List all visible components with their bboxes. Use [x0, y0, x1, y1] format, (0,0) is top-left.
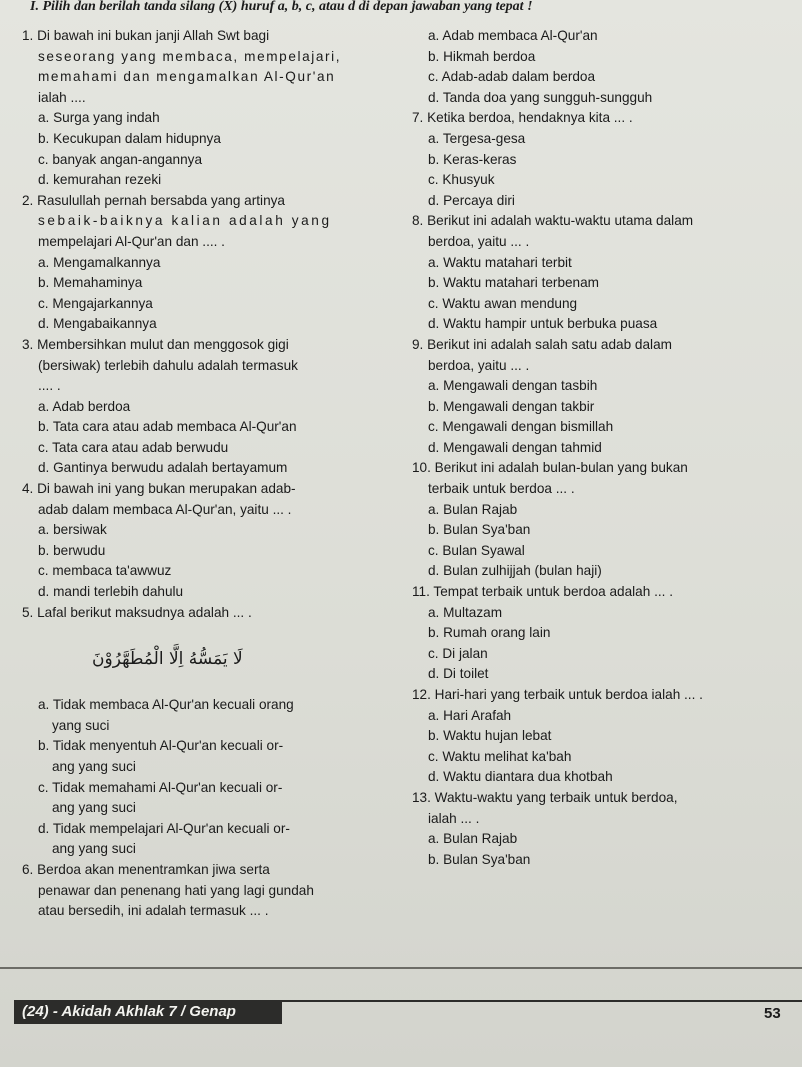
q6-option-b[interactable]: b. Hikmah berdoa — [428, 48, 536, 64]
footer-line — [282, 1000, 802, 1002]
q1-option-d[interactable]: d. kemurahan rezeki — [38, 172, 162, 188]
page-number: 53 — [764, 1005, 781, 1022]
q3-option-a[interactable]: a. Adab berdoa — [38, 398, 131, 414]
q8-option-a[interactable]: a. Waktu matahari terbit — [428, 254, 572, 270]
q12-line1: 12. Hari-hari yang terbaik untuk berdoa ialah ... . — [412, 687, 703, 702]
q12-option-b[interactable]: b. Waktu hujan lebat — [428, 728, 552, 744]
q1-option-b[interactable]: b. Kecukupan dalam hidupnya — [38, 130, 221, 146]
q10-option-d[interactable]: d. Bulan zulhijjah (bulan haji) — [428, 563, 602, 579]
q8-option-c[interactable]: c. Waktu awan mendung — [428, 295, 578, 311]
q6-line2: penawar dan penenang hati yang lagi gundah — [38, 882, 314, 898]
q2-option-c[interactable]: c. Mengajarkannya — [38, 295, 153, 311]
q9-option-a[interactable]: a. Mengawali dengan tasbih — [428, 378, 598, 394]
q10-option-b[interactable]: b. Bulan Sya'ban — [428, 522, 531, 538]
q1-option-a[interactable]: a. Surga yang indah — [38, 110, 160, 126]
q4-line2: adab dalam membaca Al-Qur'an, yaitu ... . — [38, 501, 292, 517]
q7-option-a[interactable]: a. Tergesa-gesa — [428, 130, 526, 146]
q3-line3: .... . — [38, 378, 61, 394]
q2-option-b[interactable]: b. Memahaminya — [38, 275, 143, 291]
q9-line2: berdoa, yaitu ... . — [428, 357, 530, 373]
q9-line1: 9. Berikut ini adalah salah satu adab dalam — [412, 336, 672, 352]
q13-line1: 13. Waktu-waktu yang terbaik untuk berdoa, — [412, 789, 678, 805]
q5-option-a-cont: yang suci — [52, 717, 110, 733]
q8-line2: berdoa, yaitu ... . — [428, 233, 530, 249]
right-column — [412, 26, 797, 870]
q3-line2: (bersiwak) terlebih dahulu adalah termasuk — [38, 357, 298, 373]
q12-option-d[interactable]: d. Waktu diantara dua khotbah — [428, 769, 613, 785]
q11-option-c[interactable]: c. Di jalan — [428, 645, 488, 661]
q2-line2: sebaik-baiknya kalian adalah yang — [38, 213, 332, 229]
q9-option-d[interactable]: d. Mengawali dengan tahmid — [428, 439, 602, 455]
left-column — [22, 26, 397, 922]
instruction-header: I. Pilih dan berilah tanda silang (X) huruf a, b, c, atau d di depan jawaban yang tepat ! — [30, 0, 533, 14]
q5-option-c-cont: ang yang suci — [52, 800, 136, 816]
q6-option-d[interactable]: d. Tanda doa yang sungguh-sungguh — [428, 89, 653, 105]
q7-option-d[interactable]: d. Percaya diri — [428, 192, 515, 208]
q10-option-c[interactable]: c. Bulan Syawal — [428, 542, 525, 558]
q10-line2: terbaik untuk berdoa ... . — [428, 481, 575, 497]
q11-option-d[interactable]: d. Di toilet — [428, 666, 489, 682]
q1-line4: ialah .... — [38, 89, 86, 105]
q6-line1: 6. Berdoa akan menentramkan jiwa serta — [22, 861, 270, 877]
q4-option-c[interactable]: c. membaca ta'awwuz — [38, 563, 172, 579]
q8-option-b[interactable]: b. Waktu matahari terbenam — [428, 275, 600, 291]
q2-option-a[interactable]: a. Mengamalkannya — [38, 254, 161, 270]
q6-line3: atau bersedih, ini adalah termasuk ... . — [38, 903, 269, 919]
q3-option-d[interactable]: d. Gantinya berwudu adalah bertayamum — [38, 460, 288, 476]
q5-option-b[interactable]: b. Tidak menyentuh Al-Qur'an kecuali or- — [38, 738, 284, 754]
q1-line3: memahami dan mengamalkan Al-Qur'an — [38, 69, 336, 85]
q10-option-a[interactable]: a. Bulan Rajab — [428, 501, 518, 517]
q4-option-d[interactable]: d. mandi terlebih dahulu — [38, 584, 184, 600]
q5-line1: 5. Lafal berikut maksudnya adalah ... . — [22, 604, 252, 620]
q11-option-b[interactable]: b. Rumah orang lain — [428, 625, 551, 641]
q11-option-a[interactable]: a. Multazam — [428, 604, 503, 620]
q10-line1: 10. Berikut ini adalah bulan-bulan yang bukan — [412, 460, 688, 476]
q12-option-c[interactable]: c. Waktu melihat ka'bah — [428, 748, 572, 764]
q2-line1: 2. Rasulullah pernah bersabda yang artinya — [22, 192, 285, 208]
q8-option-d[interactable]: d. Waktu hampir untuk berbuka puasa — [428, 316, 658, 332]
q3-option-b[interactable]: b. Tata cara atau adab membaca Al-Qur'an — [38, 419, 297, 435]
q4-option-b[interactable]: b. berwudu — [38, 542, 106, 558]
q11-line1: 11. Tempat terbaik untuk berdoa adalah ... . — [412, 584, 673, 600]
q1-line1: 1. Di bawah ini bukan janji Allah Swt bagi — [22, 28, 270, 43]
q9-option-c[interactable]: c. Mengawali dengan bismillah — [428, 419, 614, 435]
q4-line1: 4. Di bawah ini yang bukan merupakan adab- — [22, 481, 296, 497]
footer-divider — [0, 967, 802, 969]
q5-option-d-cont: ang yang suci — [52, 841, 136, 857]
q2-option-d[interactable]: d. Mengabaikannya — [38, 316, 157, 332]
q4-option-a[interactable]: a. bersiwak — [38, 522, 107, 538]
q12-option-a[interactable]: a. Hari Arafah — [428, 707, 512, 723]
q13-option-b[interactable]: b. Bulan Sya'ban — [428, 851, 531, 867]
q5-option-c[interactable]: c. Tidak memahami Al-Qur'an kecuali or- — [38, 779, 283, 795]
q13-line2: ialah ... . — [428, 810, 480, 826]
q3-option-c[interactable]: c. Tata cara atau adab berwudu — [38, 439, 229, 455]
q6-option-c[interactable]: c. Adab-adab dalam berdoa — [428, 69, 596, 85]
footer-label: (24) - Akidah Akhlak 7 / Genap — [14, 1000, 282, 1024]
q6-option-a[interactable]: a. Adab membaca Al-Qur'an — [428, 28, 598, 43]
q5-option-d[interactable]: d. Tidak mempelajari Al-Qur'an kecuali or- — [38, 820, 290, 836]
q5-arabic-text: لَا يَمَسُّهُ اِلَّا الْمُطَهَّرُوْنَ — [92, 649, 243, 670]
q8-line1: 8. Berikut ini adalah waktu-waktu utama dalam — [412, 213, 694, 229]
q2-line3: mempelajari Al-Qur'an dan .... . — [38, 233, 225, 249]
q3-line1: 3. Membersihkan mulut dan menggosok gigi — [22, 336, 289, 352]
q1-option-c[interactable]: c. banyak angan-angannya — [38, 151, 203, 167]
q5-option-a[interactable]: a. Tidak membaca Al-Qur'an kecuali orang — [38, 697, 294, 713]
q13-option-a[interactable]: a. Bulan Rajab — [428, 831, 518, 847]
q5-option-b-cont: ang yang suci — [52, 759, 136, 774]
q9-option-b[interactable]: b. Mengawali dengan takbir — [428, 398, 595, 414]
q7-option-c[interactable]: c. Khusyuk — [428, 172, 495, 188]
q1-line2: seseorang yang membaca, mempelajari, — [38, 48, 342, 64]
q7-line1: 7. Ketika berdoa, hendaknya kita ... . — [412, 110, 633, 126]
q7-option-b[interactable]: b. Keras-keras — [428, 151, 517, 167]
